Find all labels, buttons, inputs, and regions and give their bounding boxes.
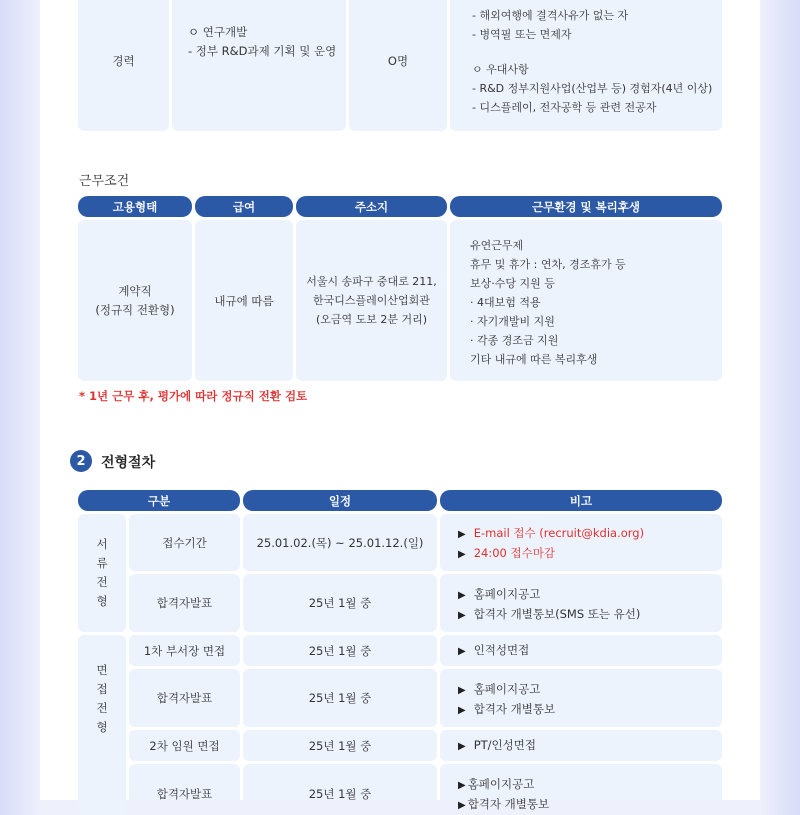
preference-title: ㅇ 우대사항 [472,63,529,76]
date-value: 25년 1월 중 [308,643,372,658]
date-value: 25.01.02.(목) ~ 25.01.12.(일) [256,535,424,550]
address-line: 서울시 송파구 중대로 211, [306,275,437,288]
header-category: 구분 [78,490,240,511]
header-welfare: 근무환경 및 복리후생 [450,196,722,217]
date-cell [243,730,437,761]
stage-char: 형 [96,594,108,608]
address-line: 한국디스플레이산업회관 [313,294,430,307]
welfare-line: 기타 내규에 따른 복리후생 [470,353,598,366]
salary-cell [195,220,293,381]
career-duty-cell [172,0,346,131]
step-cell [129,764,240,800]
header-address: 주소지 [296,196,447,217]
address-cell [296,220,447,381]
date-value: 25년 1월 중 [308,691,372,705]
deadline-note: 24:00 접수마감 [473,546,555,560]
triangle-bullet-icon: ▶ [458,610,466,621]
preference-line: - R&D 정부지원사업(산업부 등) 경험자(4년 이상) [472,82,713,95]
requirement-line: - 해외여행에 결격사유가 없는 자 [472,9,629,22]
stage-char: 서 [96,537,108,551]
date-value: 25년 1월 중 [308,596,372,610]
date-cell [243,764,437,800]
process-title: 전형절차 [101,455,156,471]
salary-value: 내규에 따름 [214,293,274,308]
career-count: O명 [387,53,409,68]
step-cell [129,669,240,727]
step-label: 합격자발표 [156,787,213,801]
stage-char: 전 [96,701,108,715]
step-cell [129,514,240,571]
triangle-bullet-icon: ▶ [458,705,466,716]
header-salary: 급여 [195,196,293,217]
career-duty-title: ㅇ 연구개발 [188,25,248,39]
welfare-line: 유연근무제 [470,239,524,252]
remarks-cell [440,669,722,727]
remarks-cell [440,764,722,811]
triangle-bullet-icon: ▶ [458,780,466,791]
date-cell [243,635,437,666]
preference-line: - 디스플레이, 전자공학 등 관련 전공자 [472,101,657,114]
requirement-line: - 병역필 또는 면제자 [472,28,572,41]
welfare-line: 휴무 및 휴가 : 연차, 경조휴가 등 [470,258,626,271]
triangle-bullet-icon: ▶ [458,549,466,560]
step-label: 2차 임원 면접 [149,738,220,753]
welfare-line: · 자기개발비 지원 [470,315,555,328]
stage-char: 형 [96,720,108,734]
employment-type-cell [78,220,192,381]
remark-line: 홈페이지공고 [473,682,541,696]
triangle-bullet-icon: ▶ [458,529,466,540]
remarks-cell [440,574,722,632]
step-label: 합격자발표 [156,691,213,705]
remark-line: 합격자 개별통보 [473,702,556,716]
remark-line: 합격자 개별통보 [467,797,550,811]
career-requirements-cell [450,0,722,131]
welfare-line: · 4대보험 적용 [470,296,541,309]
header-remarks: 비고 [440,490,722,511]
career-label: 경력 [112,53,135,68]
date-value: 25년 1월 중 [308,787,372,801]
step-label: 합격자발표 [156,596,213,610]
welfare-line: 보상·수당 지원 등 [470,277,555,290]
remarks-cell [440,730,722,761]
step-label: 1차 부서장 면접 [143,643,226,658]
employment-type: 계약직 [118,283,152,298]
step-cell [129,730,240,761]
stage-char: 면 [96,663,108,677]
remarks-cell [440,635,722,666]
career-label-cell [78,0,169,131]
career-duty-detail: - 정부 R&D과제 기획 및 운영 [188,44,337,58]
date-cell [243,574,437,632]
header-employment-type: 고용형태 [78,196,192,217]
triangle-bullet-icon: ▶ [458,646,466,657]
stage-interview [78,635,126,815]
employment-type-note: (정규직 전환형) [95,302,175,317]
welfare-line: · 각종 경조금 지원 [470,334,559,347]
step-cell [129,635,240,666]
remark-line: 합격자 개별통보(SMS 또는 유선) [473,607,641,621]
date-cell [243,514,437,571]
step-label: 접수기간 [162,535,207,550]
address-line: (오금역 도보 2분 거리) [315,313,428,326]
remark-line: 홈페이지공고 [467,777,535,791]
header-schedule: 일정 [243,490,437,511]
conversion-note: * 1년 근무 후, 평가에 따라 정규직 전환 검토 [79,389,308,403]
remark-line: 인적성면접 [473,643,530,657]
welfare-cell [450,220,722,381]
remark-line: 홈페이지공고 [473,587,541,601]
stage-char: 전 [96,575,108,589]
career-count-cell [349,0,447,131]
email-submission[interactable]: E-mail 접수 (recruit@kdia.org) [473,526,645,540]
date-value: 25년 1월 중 [308,738,372,753]
triangle-bullet-icon: ▶ [458,590,466,601]
triangle-bullet-icon: ▶ [458,800,466,811]
stage-char: 류 [96,556,108,570]
step-cell [129,574,240,632]
remark-line: PT/인성면접 [473,738,536,752]
step-number-badge: 2 [70,450,92,472]
remarks-cell [440,514,722,571]
date-cell [243,669,437,727]
triangle-bullet-icon: ▶ [458,685,466,696]
triangle-bullet-icon: ▶ [458,741,466,752]
conditions-title: 근무조건 [79,174,130,189]
stage-char: 접 [96,682,108,696]
stage-document-screening [78,514,126,632]
